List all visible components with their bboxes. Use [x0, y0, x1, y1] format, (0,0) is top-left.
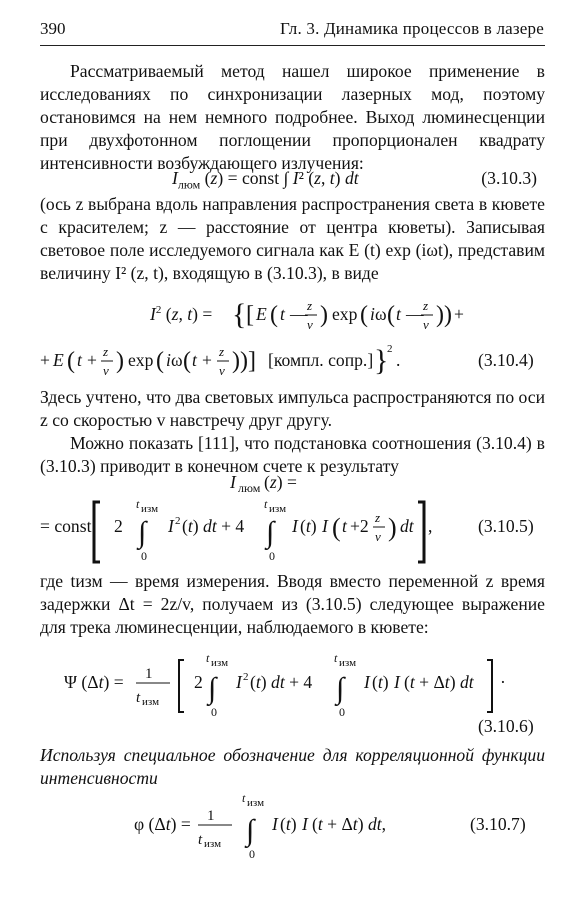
svg-text:v: v [423, 317, 429, 332]
svg-text:))]: ))] [232, 348, 256, 374]
svg-text:(: ( [183, 348, 191, 374]
svg-text:ω: ω [171, 350, 183, 370]
svg-text:= const: = const [40, 516, 92, 536]
equation-number: (3.10.6) [478, 716, 534, 736]
equation-number: (3.10.4) [478, 350, 534, 370]
svg-text:2: 2 [114, 516, 123, 536]
running-header [40, 19, 550, 45]
page-number: 390 [40, 19, 66, 38]
svg-text:z: z [307, 298, 313, 313]
svg-text:0: 0 [211, 705, 217, 719]
svg-text:0: 0 [141, 549, 147, 563]
svg-text:(t + Δt) dt,: (t + Δt) dt, [312, 814, 387, 834]
svg-text:v: v [375, 529, 381, 544]
paragraph-correlation: Используя специальное обозначение для корреляционной функции интенсивности [40, 745, 545, 788]
svg-text:i: i [166, 350, 171, 370]
svg-text:I: I [302, 814, 308, 834]
svg-text:+2: +2 [350, 516, 369, 536]
paragraph-intro: Рассматриваемый метод нашел широкое применение в исследованиях по синхронизации лазерных мод, поэтому остановимся на нем немного подробнее. Выход люминесценции при двухфотонном поглощении пропорционален квадрату интенсивности возбуждающего излучения: [40, 61, 545, 173]
svg-text:I: I [394, 672, 400, 692]
running-title: Гл. 3. Динамика процессов в лазере [280, 19, 544, 38]
svg-text:I: I [272, 814, 278, 834]
svg-text:—: — [290, 304, 308, 324]
svg-text:(: ( [156, 348, 164, 374]
svg-text:[: [ [246, 302, 254, 328]
svg-text:): ) [320, 302, 328, 328]
svg-text:dt: dt [400, 516, 414, 536]
equation-number: (3.10.3) [481, 168, 537, 188]
svg-text:z: z [423, 298, 429, 313]
svg-text:∫: ∫ [208, 672, 217, 705]
svg-text:z: z [103, 344, 109, 359]
svg-text:): ) [388, 513, 397, 542]
svg-text:изм: изм [204, 838, 222, 850]
svg-text:t: t [136, 497, 140, 511]
svg-text:2: 2 [387, 343, 393, 355]
svg-text:0: 0 [269, 549, 275, 563]
svg-text:1: 1 [207, 808, 215, 824]
complex-conjugate-label: [компл. сопр.] [268, 350, 374, 370]
svg-text:E: E [53, 350, 64, 370]
svg-text:люм: люм [238, 481, 261, 495]
svg-text:+: + [454, 304, 464, 324]
svg-text:(t + Δt) dt: (t + Δt) dt [404, 672, 474, 692]
paragraph-substitution: Можно показать [111], что подстановка соотношения (3.10.4) в (3.10.3) приводит в конечном счете к результату [40, 433, 545, 476]
svg-text:t: t [342, 516, 347, 536]
equation-body: $I_{люм}$ (z) = const ∫ I² (z, t) dt [172, 168, 359, 192]
svg-text:+: + [40, 350, 50, 370]
svg-text:I: I [236, 672, 242, 692]
svg-text:изм: изм [269, 503, 287, 515]
svg-text:I: I [230, 472, 236, 492]
svg-text:(: ( [67, 348, 75, 374]
svg-text:z: z [219, 344, 225, 359]
svg-text:I: I [168, 516, 174, 536]
svg-text:·: · [500, 672, 506, 692]
svg-text:(: ( [387, 302, 395, 328]
svg-text:0: 0 [249, 847, 255, 861]
svg-text:∫: ∫ [266, 516, 275, 549]
svg-text:t: t [242, 791, 246, 805]
svg-text:(: ( [332, 513, 341, 542]
equation-3-10-5 [0, 470, 577, 570]
svg-text:+: + [87, 350, 97, 370]
svg-text:exp: exp [332, 304, 358, 324]
svg-text:I: I [292, 516, 298, 536]
svg-text:изм: изм [142, 696, 160, 708]
equation-number: (3.10.7) [470, 814, 526, 834]
paragraph-field: (ось z выбрана вдоль направления распространения света в кювете с красителем; z — расстояние от центра кюветы). Записывая световое поле исследуемого сигнала как E (t) exp (iωt), представим величину I² (z, t), входящую в (3.10.3), в виде [40, 194, 545, 283]
svg-text:t: t [136, 690, 141, 706]
svg-text:(z) =: (z) = [264, 472, 297, 492]
svg-text:{: { [232, 298, 247, 331]
svg-text:2: 2 [175, 515, 181, 527]
svg-text:(t) dt + 4: (t) dt + 4 [182, 516, 245, 536]
svg-text:φ (Δt) =: φ (Δt) = [134, 814, 191, 834]
svg-text:∫: ∫ [336, 672, 345, 705]
svg-text:t: t [396, 304, 401, 324]
header-rule [40, 45, 545, 46]
equation-3-10-6 [0, 648, 577, 740]
svg-text:}: } [374, 344, 389, 377]
svg-text:t: t [334, 651, 338, 665]
svg-text:i: i [370, 304, 375, 324]
svg-text:v: v [307, 317, 313, 332]
svg-text:t: t [77, 350, 82, 370]
svg-text:(: ( [270, 302, 278, 328]
paragraph-pulses: Здесь учтено, что два световых импульса распространяются по оси z со скоростью v навстречу друг другу. [40, 387, 545, 430]
svg-text:v: v [219, 363, 225, 378]
svg-text:I2 (z, t) =: $I^2$ (z, t) = [150, 304, 213, 324]
svg-text:t: t [198, 832, 203, 848]
svg-text:изм: изм [211, 657, 229, 669]
svg-text:—: — [406, 304, 424, 324]
svg-text:,: , [428, 516, 433, 536]
svg-text:0: 0 [339, 705, 345, 719]
svg-text:∫: ∫ [246, 814, 255, 847]
svg-text:+: + [202, 350, 212, 370]
svg-text:t: t [206, 651, 210, 665]
svg-text:изм: изм [247, 797, 265, 809]
svg-text:v: v [103, 363, 109, 378]
svg-text:I: I [364, 672, 370, 692]
svg-text:z: z [375, 510, 381, 525]
svg-text:∫: ∫ [138, 516, 147, 549]
svg-text:(t): (t) [300, 516, 317, 536]
svg-text:(t): (t) [372, 672, 389, 692]
svg-text:exp: exp [128, 350, 154, 370]
svg-text:)): )) [436, 302, 452, 328]
svg-text:I: I [322, 516, 328, 536]
svg-text:t: t [192, 350, 197, 370]
paragraph-delay: где tизм — время измерения. Вводя вместо переменной z время задержки Δt = 2z/v, получаем из (3.10.5) следующее выражение для трека люминесценции, наблюдаемого в кювете: [40, 571, 545, 637]
svg-text:изм: изм [141, 503, 159, 515]
equation-number: (3.10.5) [478, 516, 534, 536]
equation-3-10-4 [0, 290, 577, 380]
svg-text:2: 2 [243, 671, 249, 683]
svg-text:.: . [396, 350, 401, 370]
svg-text:2: 2 [194, 672, 203, 692]
svg-text:E: E [256, 304, 267, 324]
svg-text:(t) dt + 4: (t) dt + 4 [250, 672, 313, 692]
svg-text:ω: ω [375, 304, 387, 324]
svg-text:1: 1 [145, 666, 153, 682]
svg-text:t: t [280, 304, 285, 324]
svg-text:Ψ (Δt) =: Ψ (Δt) = [64, 672, 124, 692]
svg-text:(: ( [360, 302, 368, 328]
equation-3-10-7 [0, 790, 577, 866]
svg-text:): ) [116, 348, 124, 374]
svg-text:изм: изм [339, 657, 357, 669]
svg-text:(t): (t) [280, 814, 297, 834]
svg-text:t: t [264, 497, 268, 511]
